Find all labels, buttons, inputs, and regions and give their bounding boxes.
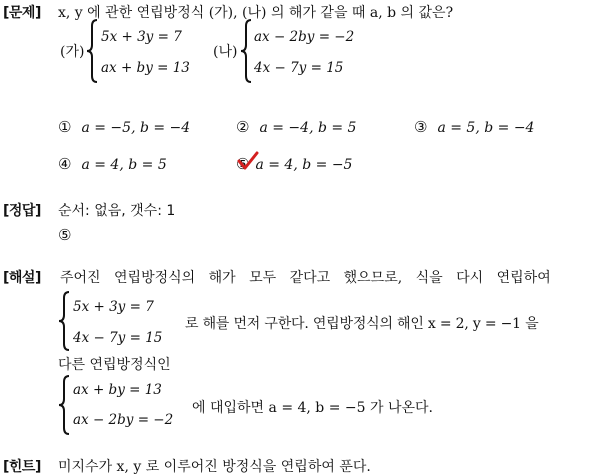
option-1[interactable] [58,118,190,136]
answer-mark: ⑤ [58,226,72,244]
explanation-sys2-eq1: ax + by = 13 [73,382,162,398]
option-3-text: a = 5, b = −4 [437,120,535,136]
explanation-line3: 다른 연립방정식인 [58,357,171,373]
option-2[interactable] [236,118,356,136]
hint-text: 미지수가 x, y 로 이루어진 방정식을 연립하여 푼다. [58,459,371,475]
option-3-mark: ③ [414,118,428,136]
option-5-text: a = 4, b = −5 [255,157,353,173]
explanation-tag: [해설] [3,270,41,286]
explanation-line1: 주어진 연립방정식의 해가 모두 같다고 했으므로, 식을 다시 연립하여 [60,270,551,286]
left-brace-icon [58,290,72,352]
explanation-after-sys2: 에 대입하면 a = 4, b = −5 가 나온다. [192,400,433,416]
explanation-sys1-eq2: 4x − 7y = 15 [73,330,163,346]
left-brace-icon [58,374,72,436]
system-na-eq1: ax − 2by = −2 [254,29,355,45]
option-4-mark: ④ [58,155,72,173]
system-ga-eq1: 5x + 3y = 7 [101,29,182,45]
left-brace-icon [86,18,100,84]
checkmark-icon [237,151,259,171]
system-ga-eq2: ax + by = 13 [101,60,190,76]
system-na-label: (나) [213,44,238,60]
system-na-eq2: 4x − 7y = 15 [254,60,344,76]
explanation-sys2-eq2: ax − 2by = −2 [73,412,174,428]
left-brace-icon [240,18,254,84]
option-5-mark: ⑤ [236,155,250,173]
system-ga-label: (가) [60,44,85,60]
option-4[interactable] [58,155,167,173]
question-text: x, y 에 관한 연립방정식 (가), (나) 의 해가 같을 때 a, b 의 값은? [58,5,454,21]
option-1-mark: ① [58,118,72,136]
option-3[interactable] [414,118,534,136]
explanation-sys1-eq1: 5x + 3y = 7 [73,299,154,315]
problem-tag: [문제] [3,5,41,21]
option-4-text: a = 4, b = 5 [81,157,167,173]
hint-tag: [힌트] [3,459,41,475]
answer-line: 순서: 없음, 갯수: 1 [58,203,176,219]
explanation-after-sys1: 로 해를 먼저 구한다. 연립방정식의 해인 x = 2, y = −1 을 [185,316,539,332]
option-2-mark: ② [236,118,250,136]
option-1-text: a = −5, b = −4 [81,120,191,136]
answer-tag: [정답] [3,203,41,219]
option-2-text: a = −4, b = 5 [259,120,357,136]
